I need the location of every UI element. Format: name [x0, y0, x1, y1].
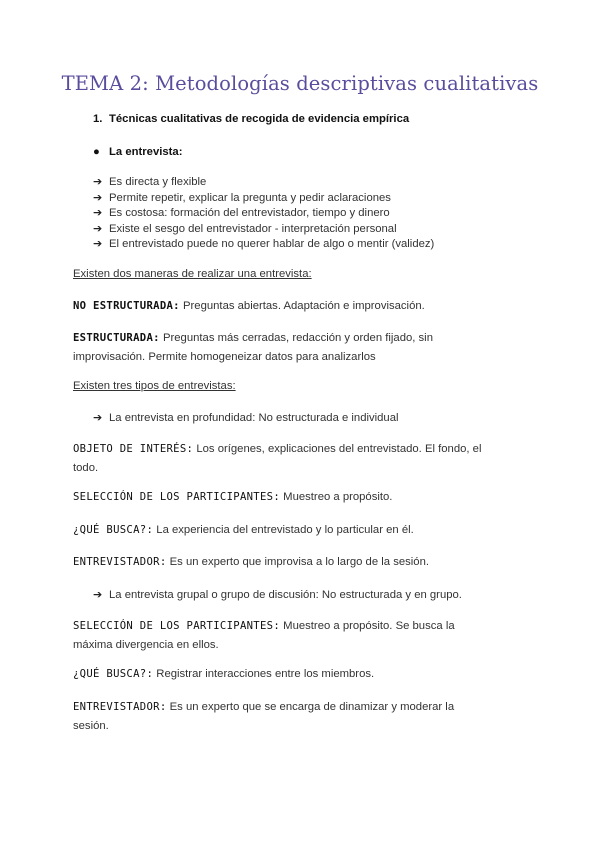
type2-busca [73, 665, 533, 684]
definition-cont: improvisación. Permite homogeneizar datos para analizarlos [73, 351, 376, 363]
arrow-icon: ➔ [93, 207, 103, 220]
list-item [93, 222, 434, 238]
arrow-icon: ➔ [93, 176, 103, 188]
definition-cont: sesión. [73, 720, 109, 732]
no-estructurada-paragraph [73, 297, 533, 316]
type1-objeto [73, 440, 533, 478]
estructurada-paragraph [73, 329, 533, 367]
type2-entrevistador [73, 698, 533, 736]
term: ENTREVISTADOR: [73, 701, 167, 713]
definition: Registrar interacciones entre los miembros. [156, 668, 375, 680]
definition: Muestreo a propósito. [283, 491, 393, 503]
list-item-text: Es directa y flexible [109, 176, 207, 188]
subsection-label: La entrevista: [109, 146, 183, 158]
term: ENTREVISTADOR: [73, 556, 167, 568]
page-title: TEMA 2: Metodologías descriptivas cualitativas [61, 72, 539, 95]
term: ¿QUÉ BUSCA?: [73, 524, 154, 536]
list-item [93, 237, 434, 253]
term: ¿QUÉ BUSCA?: [73, 668, 154, 680]
type1-label: La entrevista en profundidad: No estructurada e individual [109, 412, 399, 424]
list-item-text: Permite repetir, explicar la pregunta y pedir aclaraciones [109, 191, 391, 204]
arrow-icon: ➔ [93, 589, 103, 601]
term: SELECCIÓN DE LOS PARTICIPANTES: [73, 491, 281, 503]
arrow-icon: ➔ [93, 238, 103, 251]
term: OBJETO DE INTERÉS: [73, 443, 194, 455]
type1-busca [73, 521, 533, 540]
type1-seleccion [73, 488, 533, 507]
list-item-text: Existe el sesgo del entrevistador - interpretación personal [109, 222, 397, 235]
list-item [93, 175, 434, 191]
term: NO ESTRUCTURADA: [73, 300, 180, 312]
definition: Es un experto que se encarga de dinamizar y moderar la [169, 701, 455, 713]
definition: La experiencia del entrevistado y lo particular en él. [156, 524, 414, 536]
section-number: 1. [93, 113, 103, 125]
section-label: Técnicas cualitativas de recogida de evidencia empírica [109, 113, 410, 125]
type2-label: La entrevista grupal o grupo de discusión: No estructurada y en grupo. [109, 589, 462, 601]
list-item [93, 206, 434, 222]
definition: Es un experto que improvisa a lo largo de la sesión. [169, 556, 429, 568]
bullet-icon: ● [93, 146, 100, 158]
list-item-text: Es costosa: formación del entrevistador, tiempo y dinero [109, 207, 390, 220]
definition-cont: todo. [73, 462, 99, 474]
feature-list [93, 175, 434, 253]
arrow-icon: ➔ [93, 412, 103, 424]
term: ESTRUCTURADA: [73, 332, 160, 344]
type2-item [93, 588, 462, 601]
types-heading: Existen tres tipos de entrevistas: [73, 380, 236, 392]
term: SELECCIÓN DE LOS PARTICIPANTES: [73, 620, 281, 632]
definition: Los orígenes, explicaciones del entrevistado. El fondo, el [196, 443, 482, 455]
subsection-heading [93, 146, 182, 158]
arrow-icon: ➔ [93, 191, 103, 204]
ways-heading: Existen dos maneras de realizar una entrevista: [73, 268, 312, 280]
list-item-text: El entrevistado puede no querer hablar de algo o mentir (validez) [109, 238, 435, 251]
type1-item [93, 411, 399, 424]
definition: Preguntas abiertas. Adaptación e improvisación. [183, 300, 425, 312]
type2-seleccion [73, 617, 533, 655]
definition: Preguntas más cerradas, redacción y orden fijado, sin [162, 332, 433, 344]
definition-cont: máxima divergencia en ellos. [73, 639, 219, 651]
type1-entrevistador [73, 553, 533, 572]
definition: Muestreo a propósito. Se busca la [283, 620, 455, 632]
list-item [93, 191, 434, 207]
arrow-icon: ➔ [93, 222, 103, 235]
section-heading-1 [93, 113, 409, 125]
